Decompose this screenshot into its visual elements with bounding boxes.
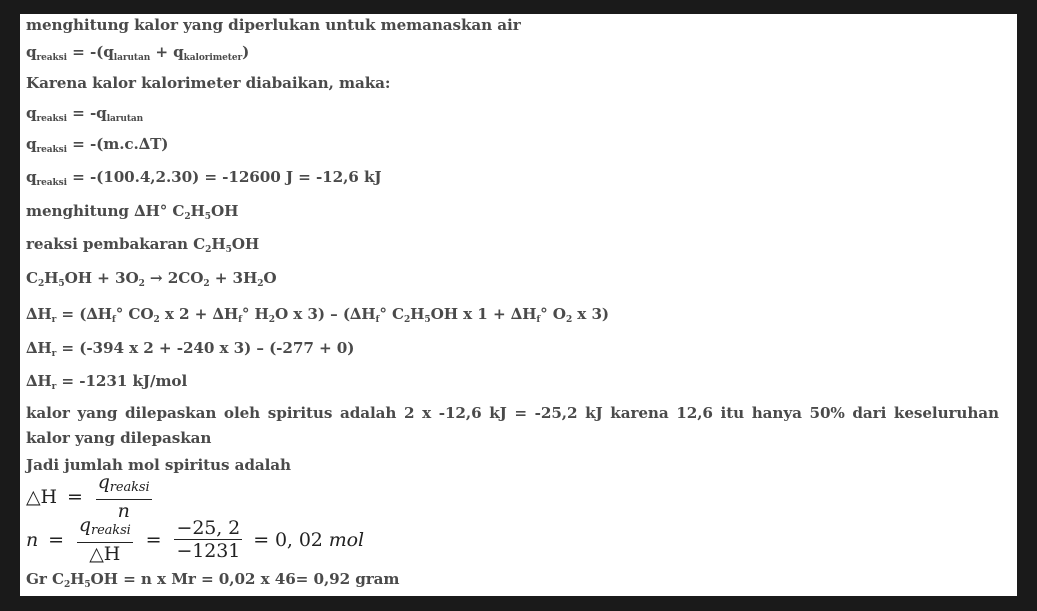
enthalpy-equation: $\Delta H_r = (\Delta H_f^\circ$ $CO_2$ x $2 + \Delta H_f^\circ$ $H_2O$ x $3) - (\Delta H_f^\circ$ $C_2H_5OH$ x $1 + \Delta H_f^\circ$ $O_2$ x 3): [26, 305, 609, 325]
text-line: menghitung ∆H° $C_2H_5OH$: [26, 202, 239, 222]
math-equation-enthalpy: △H = $\frac{\text{qreaksi}}{n}$: [26, 471, 150, 522]
text-line: Jadi jumlah mol spiritus adalah: [26, 456, 291, 474]
text-line: reaksi pembakaran $C_2H_5OH$: [26, 235, 260, 255]
heading-text: menghitung kalor yang diperlukan untuk memanaskan air: [26, 16, 521, 34]
formula-line: $q_{reaksi} = -(q_{larutan} + q_{kalorimeter})$: [26, 43, 250, 63]
text-line: [26, 15, 521, 35]
document-panel: [20, 14, 1017, 596]
formula-line: $q_{reaksi} = -(100.4,2.30) = -12600$ J = -12,6 kJ: [26, 168, 382, 188]
math-equation-mol: n = $\frac{\text{qreaksi}}{\triangle H}$ = $\frac{-25, 2}{-1231}$ = 0, 02 mol: [26, 514, 364, 565]
enthalpy-result: $\Delta H_r = -1231$ kJ/mol: [26, 372, 188, 392]
formula-line: $q_{reaksi} = -q_{larutan}$: [26, 104, 144, 124]
reaction-equation: $C_2H_5OH + 3O_2 \to 2CO_2 + 3H_2O$: [26, 269, 277, 289]
paragraph-text: kalor yang dilepaskan oleh spiritus adalah 2 x -12,6 kJ = -25,2 kJ karena 12,6 itu hanya 50% dari keseluruhan kalor yang dilepaskan: [26, 404, 999, 447]
enthalpy-values: $\Delta H_r = (-394$ x 2 + -240 x 3) – (-277 + 0): [26, 339, 355, 359]
text-line: Karena kalor kalorimeter diabaikan, maka:: [26, 74, 391, 92]
formula-line: $q_{reaksi} = -(m.c.\Delta T)$: [26, 135, 169, 155]
mass-result: Gr $C_2H_5OH = n$ x Mr = 0,02 x 46= 0,92 gram: [26, 570, 400, 590]
